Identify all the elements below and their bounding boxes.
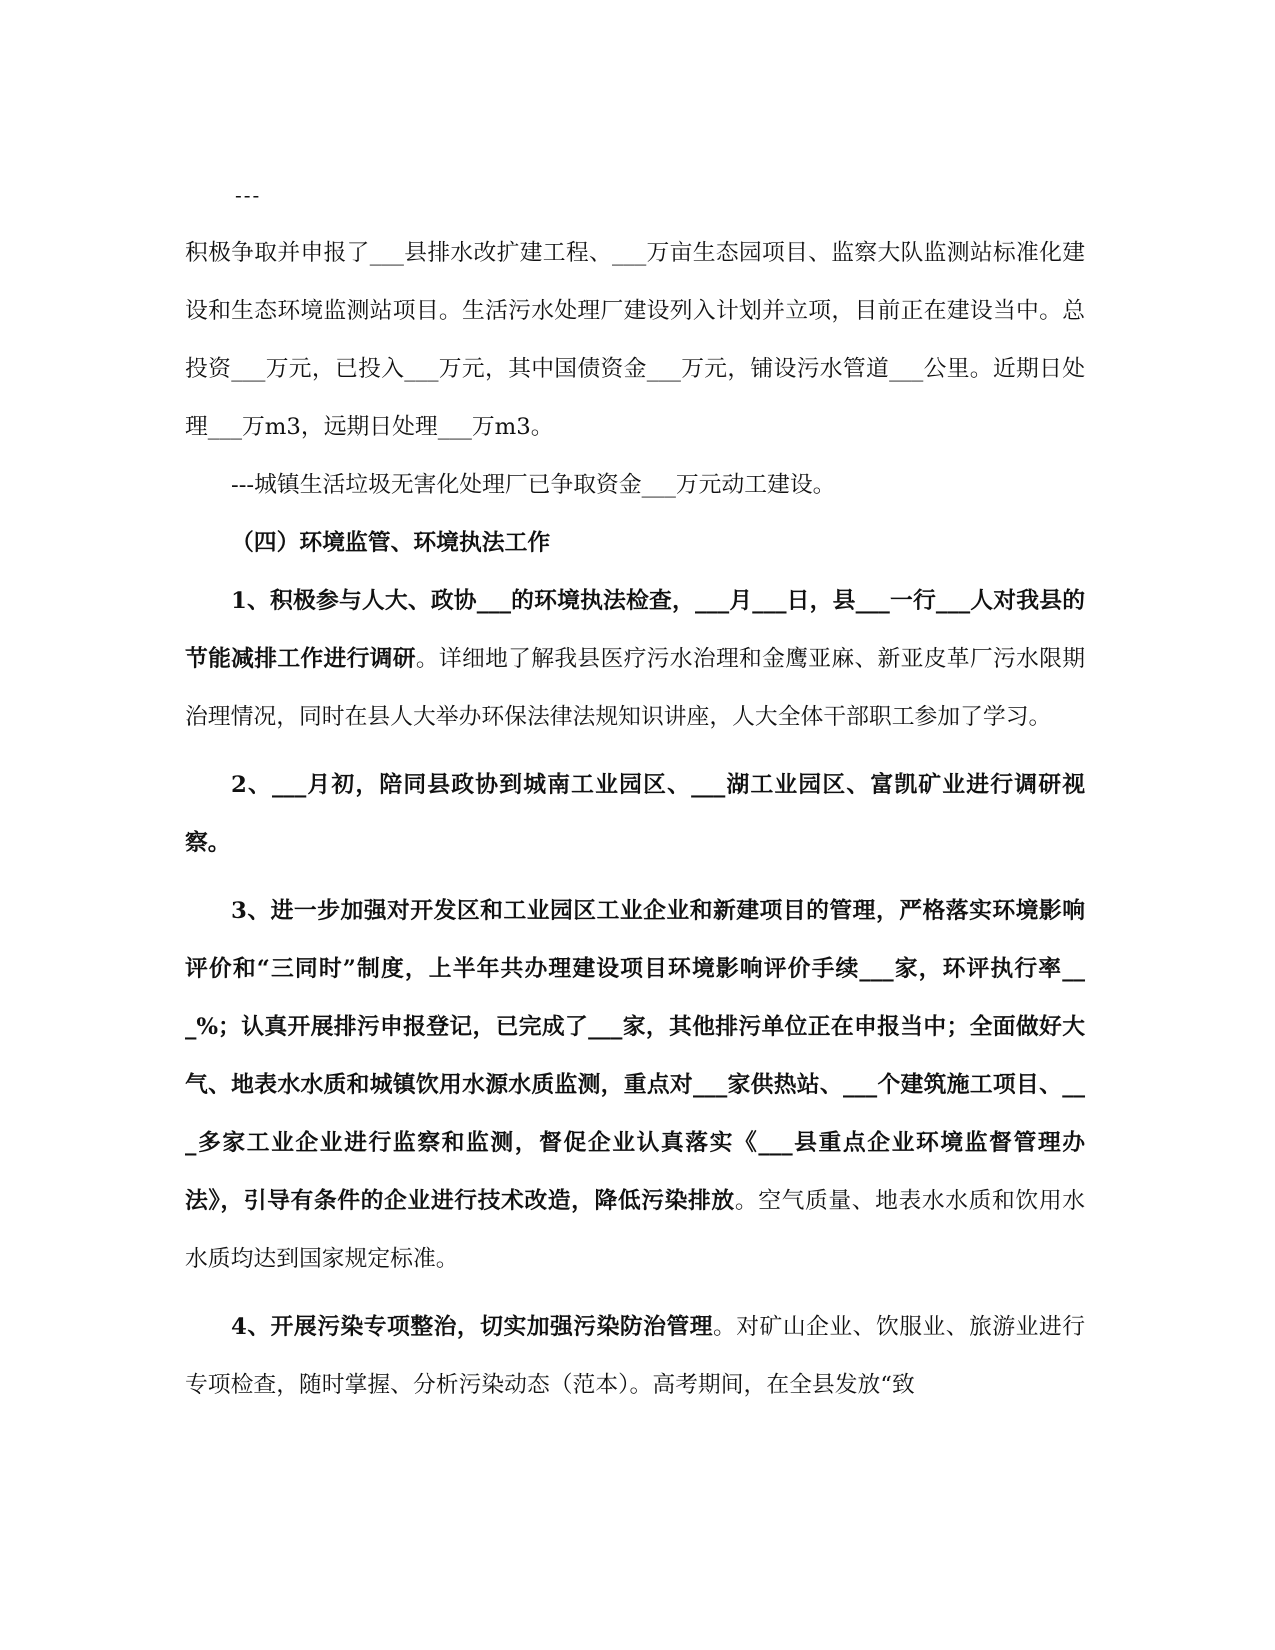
item-3 <box>185 882 1085 1288</box>
paragraph-landfill: ---城镇生活垃圾无害化处理厂已争取资金___万元动工建设。 <box>231 472 836 498</box>
item-4-bold: 4、开展污染专项整治，切实加强污染防治管理 <box>231 1314 713 1340</box>
item-3-text: 。空气质量、地表水水质和饮用水水质均达到国家规定标准。 <box>185 1188 1086 1272</box>
item-4 <box>185 1298 1085 1414</box>
item-1-bold: 1、积极参与人大、政协___的环境执法检查，___月___日，县___一行___人对我县的节能减排工作进行调研 <box>185 588 1085 672</box>
separator-line: --- <box>235 183 262 207</box>
item-4-text: 。对矿山企业、饮服业、旅游业进行专项检查，随时掌握、分析污染动态（范本）。高考期间，在全县发放“致 <box>185 1314 1085 1398</box>
item-1-text: 。详细地了解我县医疗污水治理和金鹰亚麻、新亚皮革厂污水限期治理情况，同时在县人大举办环保法律法规知识讲座，人大全体干部职工参加了学习。 <box>185 646 1086 730</box>
paragraph-projects: 积极争取并申报了___县排水改扩建工程、___万亩生态园项目、监察大队监测站标准化建设和生态环境监测站项目。生活污水处理厂建设列入计划并立项，目前正在建设当中。总投资___万元，已投入___万元，其中国债资金___万元，铺设污水管道___公里。近期日处理___万m3，远期日处理___万m3。 <box>185 240 1085 440</box>
item-2-bold: 2、___月初，陪同县政协到城南工业园区、___湖工业园区、富凯矿业进行调研视察。 <box>185 772 1085 856</box>
item-2 <box>185 756 1085 872</box>
item-1 <box>185 572 1085 746</box>
item-3-bold: 3、进一步加强对开发区和工业园区工业企业和新建项目的管理，严格落实环境影响评价和“三同时”制度，上半年共办理建设项目环境影响评价手续___家，环评执行率___%；认真开展排污申报登记，已完成了___家，其他排污单位正在申报当中；全面做好大气、地表水水质和城镇饮用水源水质监测，重点对___家供热站、___个建筑施工项目、___多家工业企业进行监察和监测，督促企业认真落实《___县重点企业环境监督管理办法》，引导有条件的企业进行技术改造，降低污染排放 <box>185 898 1086 1214</box>
document-body <box>185 166 1085 1414</box>
section-heading-4: （四）环境监管、环境执法工作 <box>231 530 551 556</box>
